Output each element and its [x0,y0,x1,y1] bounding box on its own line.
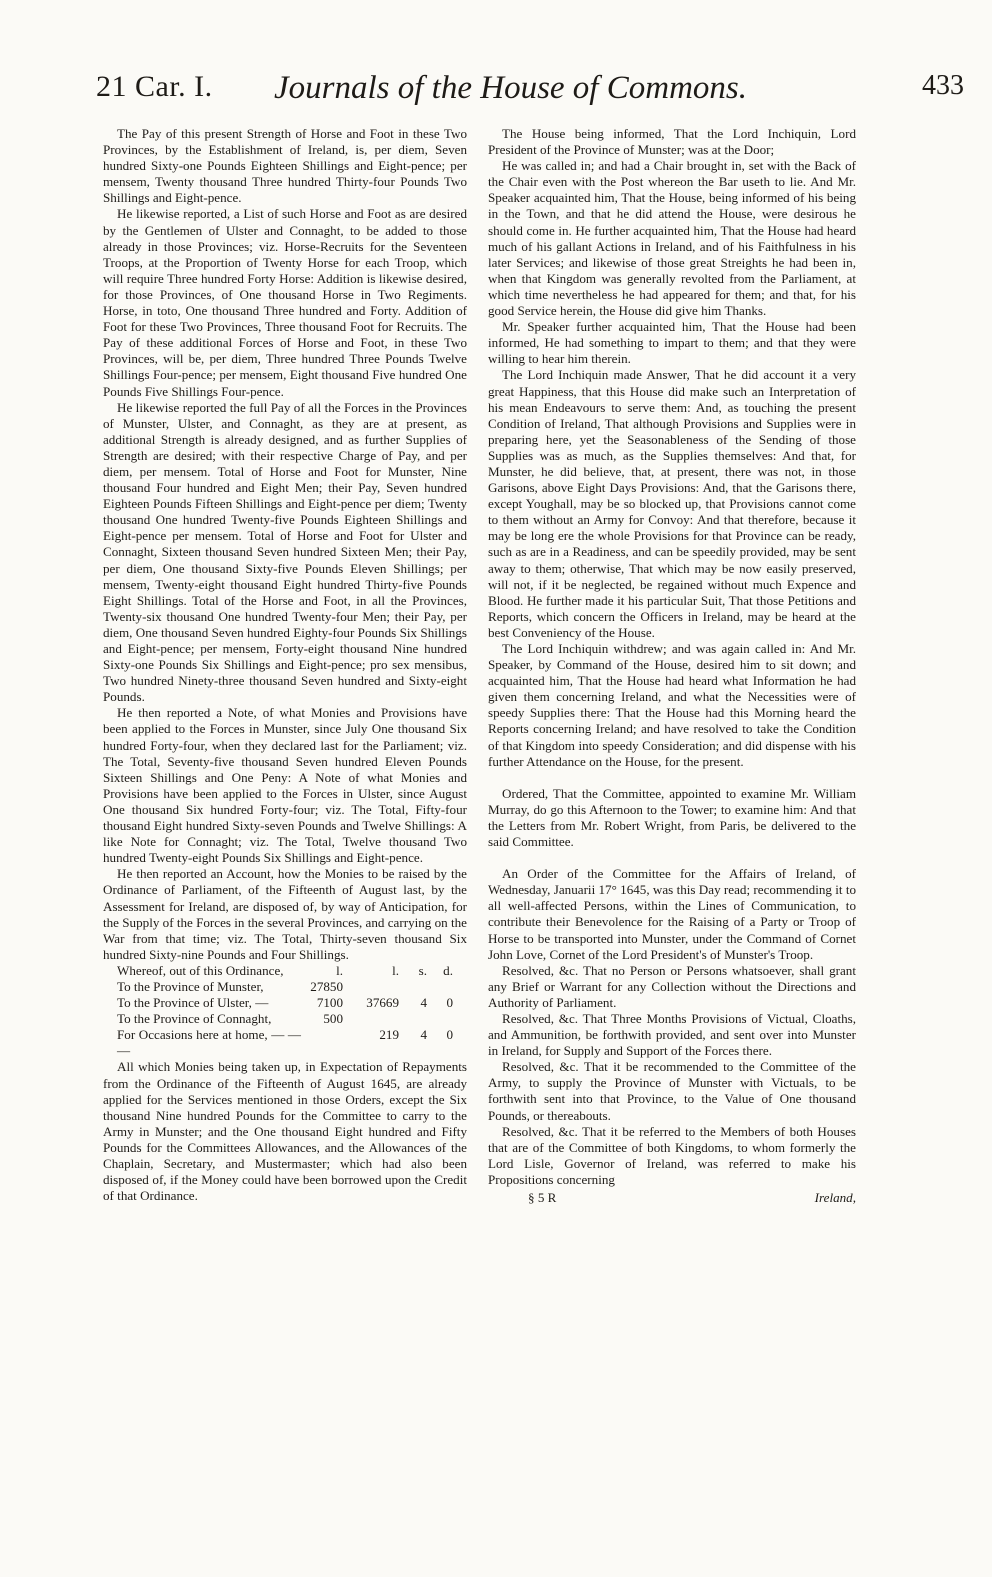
paragraph: An Order of the Committee for the Affairs of Ireland, of Wednesday, Januarii 17° 1645, was this Day read; recommending it to all well-affected Persons, within the Lines of Communication, to contribute their Benevolence for the Raising of a Party or Troop of Horse to be transported into Munster, under the Command of Cornet John Love, Cornet of the Lord President's of Munster's Troop. [488,866,856,962]
table-header-row: Whereof, out of this Ordinance, l. l. s. d. [117,962,453,978]
signature-mark: § 5 R [528,1190,557,1205]
paragraph: The Lord Inchiquin withdrew; and was again called in: And Mr. Speaker, by Command of the House, desired him to sit down; and acquainted him, That the House had heard what Information he had given them concerning Ireland, and what the Necessities were of speedy Supplies there: That the House had this Morning heard the Reports concerning Ireland; and have resolved to take the Condition of that Kingdom into speedy Consideration; and did dispense with his further Attendance on the House, for the present. [488,641,856,769]
paragraph: He likewise reported, a List of such Horse and Foot as are desired by the Gentlemen of Ulster and Connaght, to be added to those already in those Provinces; viz. Horse-Recruits for the Seventeen Troops, at the Proportion of Twenty Horse for each Troop, which will require Three hundred Forty Horse: Addition is likewise desired, for those Provinces, of One thousand Horse in Two Regiments. Horse, in toto, One thousand Three hundred and Forty. Addition of Foot for these Two Provinces, Three thousand Foot for Recruits. The Pay of these additional Forces of Horse and Foot, in these Two Provinces, will be, per diem, Three hundred Three Pounds Twelve Shillings Four-pence; per mensem, Eight thousand Five hundred One Pounds Five Shillings Four-pence. [103,206,467,399]
left-column [103,126,467,1204]
paragraph: He likewise reported the full Pay of all the Forces in the Provinces of Munster, Ulster, and Connaght, as they are at present, as additional Strength is already designed, and as further Supplies of Strength are desired; with their respective Charge of Pay, and per diem, per mensem. Total of Horse and Foot for Munster, Nine thousand Four hundred and Eight Men; their Pay, Seven hundred Eighteen Pounds Fifteen Shillings and Eight-pence per diem; Twenty thousand One hundred Twenty-five Pounds Eighteen Shillings and Eight-pence per mensem. Total of Horse and Foot for Ulster and Connaght, Sixteen thousand Seven hundred Sixteen Men; their Pay, per diem, One thousand Sixty-five Pounds Eleven Shillings; per mensem, Twenty-eight thousand Eight hundred Thirty-five Pounds Eight Shillings. Total of the Horse and Foot, in all the Provinces, Twenty-six thousand One hundred Twenty-four Men; their Pay, per diem, One thousand Seven hundred Eighty-four Pounds Six Shillings and Eight-pence; per mensem, Forty-eight thousand Nine hundred Sixty-one Pounds Six Shillings and Eight-pence; pro sex mensibus, Two hundred Ninety-three thousand Seven hundred and Sixty-eight Pounds. [103,399,467,705]
catchword: Ireland, [814,1190,856,1205]
page-number: 433 [922,70,964,101]
paragraph: The Lord Inchiquin made Answer, That he did account it a very great Happiness, that this House did make such an Interpretation of his mean Endeavours to serve them: And, as touching the present Condition of Ireland, That although Provisions and Supplies were in preparing here, yet the Seasonableness of the Sending of those Supplies was as much, as the Supplies themselves: And that, for Munster, he did believe, that, at present, there was not, in those Garisons, above Eight Days Provisions: And, that the Garisons there, except Youghall, may be so blocked up, that Provisions cannot come to them without an Army for Convoy: And that therefore, because it may be long ere the whole Provisions for that Province can be ready, such as are in a Readiness, and can be speedily provided, may be sent away to them; otherwise, That which may be now easily preserved, will not, if it be neglected, be regained without much Expence and Blood. He further made it his particular Suit, That those Petitions and Reports, which concern the Officers in Ireland, may be heard at the best Conveniency of the House. [488,367,856,640]
table-row: To the Province of Ulster, — 7100 37669 4 0 [117,995,453,1011]
paragraph: He was called in; and had a Chair brought in, set with the Back of the Chair even with the Post whereon the Bar useth to lie. And Mr. Speaker acquainted him, That the House, being informed of his being in the Town, and that he did attend the House, were desirous he should come in. He further acquainted him, That the House had heard much of his gallant Actions in Ireland, and of his Faithfulness in his later Services; and likewise of those great Streights he had been in, when that Kingdom was generally revolted from the Parliament, at which time nevertheless he had appeared for them; and that, for his good Service herein, the House did give him Thanks. [488,158,856,319]
page-header [96,70,964,116]
paragraph: He then reported an Account, how the Monies to be raised by the Ordinance of Parliament, of the Fifteenth of August last, by the Assessment for Ireland, are disposed of, by way of Anticipation, for the Supply of the Forces in the several Provinces, and carrying on the War from that time; viz. The Total, Thirty-seven thousand Six hundred Sixty-nine Pounds and Four Shillings. [103,866,467,962]
table-row: To the Province of Munster, 27850 [117,978,343,994]
table-row: For Occasions here at home, — — — 219 4 0 [117,1027,453,1059]
watermark: ​ [479,569,521,611]
section-gap [488,850,856,866]
paragraph: Mr. Speaker further acquainted him, That the House had been informed, He had something to impart to them; and that they were willing to hear him therein. [488,319,856,367]
paragraph: Ordered, That the Committee, appointed to examine Mr. William Murray, do go this Afternoon to the Tower; to examine him: And that the Letters from Mr. Robert Wright, from Paris, be delivered to the said Committee. [488,785,856,850]
paragraph: Resolved, &c. That it be recommended to the Committee of the Army, to supply the Province of Munster with Victuals, to be forthwith sent into that Province, to the Value of One thousand Pounds, or thereabouts. [488,1059,856,1123]
paragraph: All which Monies being taken up, in Expectation of Repayments from the Ordinance of the Fifteenth of August 1645, are already applied for the Services mentioned in those Orders, except the Six thousand Nine hundred Pounds for the Committee to carry to the Army in Munster; and the One thousand Eight hundred and Fifty Pounds for the Committees Allowances, and the Allowances of the Chaplain, Secretary, and Mustermaster; which had also been disposed of, if the Money could have been borrowed upon the Credit of that Ordinance. [103,1059,467,1204]
table-row: To the Province of Connaght, 500 [117,1011,343,1027]
paragraph: The Pay of this present Strength of Horse and Foot in these Two Provinces, by the Establishment of Ireland, is, per diem, Seven hundred Sixty-one Pounds Eighteen Shillings and Eight-pence; per mensem, Twenty thousand Three hundred Thirty-four Pounds Two Shillings and Eight-pence. [103,126,467,206]
ordinance-table [103,963,467,1060]
paragraph: Resolved, &c. That Three Months Provisions of Victual, Cloaths, and Ammunition, be forthwith provided, and sent over into Munster in Ireland, for Supply and Support of the Forces there. [488,1010,856,1059]
paragraph: Resolved, &c. That it be referred to the Members of both Houses that are of the Committee of both Kingdoms, to whom formerly the Lord Lisle, Governor of Ireland, was referred to make his Propositions concerning [488,1123,856,1187]
right-column [488,126,856,1206]
regnal-year: 21 Car. I. [96,70,213,103]
section-gap [488,770,856,786]
paragraph: He then reported a Note, of what Monies and Provisions have been applied to the Forces in Munster, since July One thousand Six hundred Forty-four, when they declared last for the Parliament; viz. The Total, Seventy-five thousand Seven hundred Eleven Pounds Sixteen Shillings and One Peny: A Note of what Monies and Provisions have been applied to the Forces in Ulster, since August One thousand Six hundred Forty-four; viz. The Total, Fifty-four thousand Eight hundred Sixty-seven Pounds and Twelve Shillings: A like Note for Connaght; viz. The Total, Twelve thousand Two hundred Twenty-eight Pounds Six Shillings and Eight-pence. [103,705,467,866]
paragraph: Resolved, &c. That no Person or Persons whatsoever, shall grant any Brief or Warrant for any Collection without the Directions and Authority of Parliament. [488,962,856,1010]
paragraph: The House being informed, That the Lord Inchiquin, Lord President of the Province of Munster; was at the Door; [488,126,856,158]
page-footer [488,1190,856,1206]
journal-title: Journals of the House of Commons. [274,70,747,106]
